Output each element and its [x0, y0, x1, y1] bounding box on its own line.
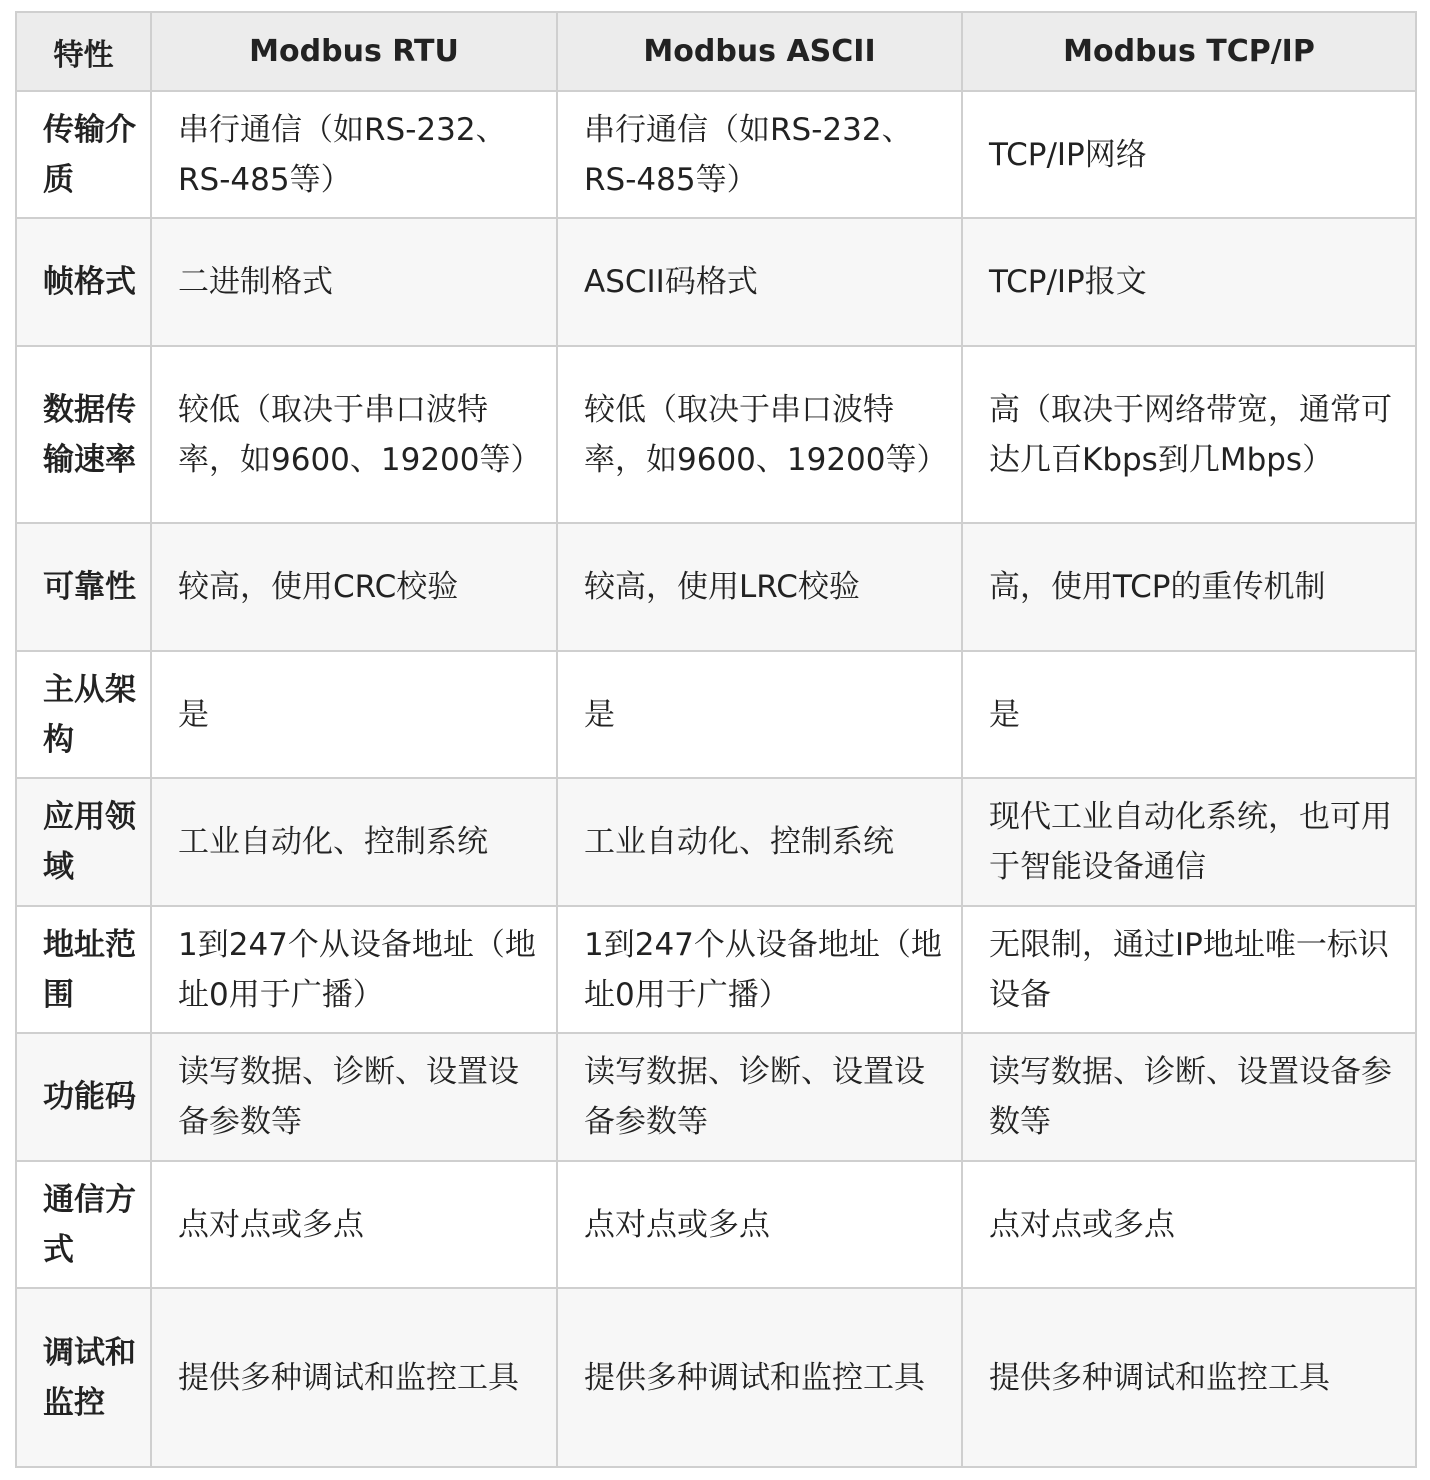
cell-rtu: 提供多种调试和监控工具	[151, 1288, 557, 1467]
table-body	[16, 91, 1416, 1467]
table-row	[16, 523, 1416, 651]
cell-ascii: 1到247个从设备地址（地址0用于广播）	[557, 906, 962, 1033]
cell-ascii: 读写数据、诊断、设置设备参数等	[557, 1033, 962, 1161]
table-row	[16, 1161, 1416, 1288]
cell-ascii: 串行通信（如RS-232、RS-485等）	[557, 91, 962, 218]
table-row	[16, 906, 1416, 1033]
header-feature: 特性	[16, 12, 151, 91]
table-row	[16, 218, 1416, 346]
row-feature: 主从架构	[16, 651, 151, 778]
row-feature: 应用领域	[16, 778, 151, 906]
cell-tcp: TCP/IP报文	[962, 218, 1416, 346]
table-row	[16, 1288, 1416, 1467]
cell-rtu: 较高，使用CRC校验	[151, 523, 557, 651]
table-header	[16, 12, 1416, 91]
cell-tcp: 无限制，通过IP地址唯一标识设备	[962, 906, 1416, 1033]
row-feature: 可靠性	[16, 523, 151, 651]
row-feature: 传输介质	[16, 91, 151, 218]
cell-tcp: TCP/IP网络	[962, 91, 1416, 218]
cell-rtu: 1到247个从设备地址（地址0用于广播）	[151, 906, 557, 1033]
row-feature: 数据传输速率	[16, 346, 151, 523]
table-row	[16, 651, 1416, 778]
cell-tcp: 点对点或多点	[962, 1161, 1416, 1288]
cell-ascii: 是	[557, 651, 962, 778]
cell-tcp: 提供多种调试和监控工具	[962, 1288, 1416, 1467]
cell-tcp: 高（取决于网络带宽，通常可达几百Kbps到几Mbps）	[962, 346, 1416, 523]
cell-rtu: 二进制格式	[151, 218, 557, 346]
header-modbus-tcp-ip: Modbus TCP/IP	[962, 12, 1416, 91]
header-modbus-rtu: Modbus RTU	[151, 12, 557, 91]
cell-tcp: 高，使用TCP的重传机制	[962, 523, 1416, 651]
cell-ascii: 工业自动化、控制系统	[557, 778, 962, 906]
header-modbus-ascii: Modbus ASCII	[557, 12, 962, 91]
row-feature: 地址范围	[16, 906, 151, 1033]
cell-tcp: 是	[962, 651, 1416, 778]
cell-tcp: 读写数据、诊断、设置设备参数等	[962, 1033, 1416, 1161]
row-feature: 通信方式	[16, 1161, 151, 1288]
comparison-table	[15, 11, 1417, 1468]
cell-ascii: 较低（取决于串口波特率，如9600、19200等）	[557, 346, 962, 523]
table-row	[16, 778, 1416, 906]
cell-rtu: 较低（取决于串口波特率，如9600、19200等）	[151, 346, 557, 523]
cell-ascii: 提供多种调试和监控工具	[557, 1288, 962, 1467]
row-feature: 功能码	[16, 1033, 151, 1161]
row-feature: 帧格式	[16, 218, 151, 346]
cell-rtu: 工业自动化、控制系统	[151, 778, 557, 906]
table-row	[16, 1033, 1416, 1161]
cell-rtu: 读写数据、诊断、设置设备参数等	[151, 1033, 557, 1161]
header-row	[16, 12, 1416, 91]
cell-rtu: 是	[151, 651, 557, 778]
cell-rtu: 点对点或多点	[151, 1161, 557, 1288]
row-feature: 调试和监控	[16, 1288, 151, 1467]
cell-rtu: 串行通信（如RS-232、RS-485等）	[151, 91, 557, 218]
cell-ascii: 较高，使用LRC校验	[557, 523, 962, 651]
table-row	[16, 91, 1416, 218]
cell-ascii: 点对点或多点	[557, 1161, 962, 1288]
cell-tcp: 现代工业自动化系统，也可用于智能设备通信	[962, 778, 1416, 906]
cell-ascii: ASCII码格式	[557, 218, 962, 346]
table-row	[16, 346, 1416, 523]
